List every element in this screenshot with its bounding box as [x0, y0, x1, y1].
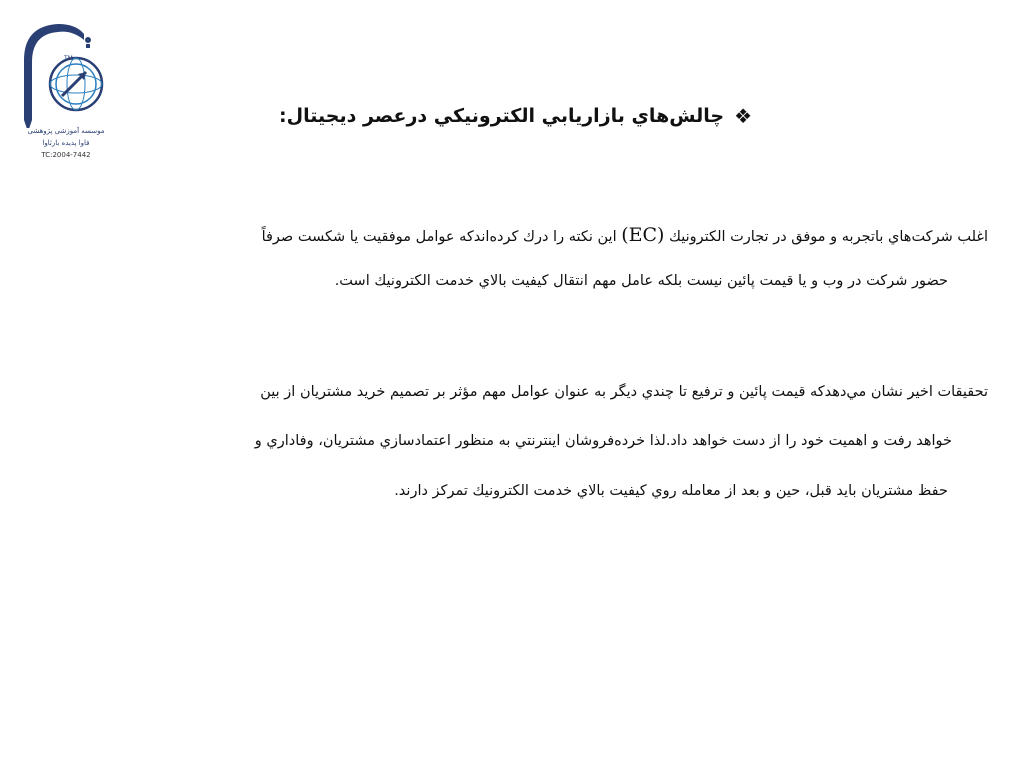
paragraph-1-line-1-part-1: اغلب شركت‌هاي باتجربه و موفق در تجارت الكترونيك [669, 229, 988, 245]
paragraph-2-line-1: تحقيقات اخير نشان مي‌دهدكه قيمت پائين و ترفيع تا چندي ديگر به عنوان عوامل مهم مؤثر بر تصميم خريد مشتريان از بين [260, 384, 988, 400]
institute-logo-icon [14, 20, 118, 128]
paragraph-1-line-1 [262, 224, 988, 246]
logo-line-1: موسسه آموزشی پژوهشی [27, 127, 105, 135]
logo-line-3: TC:2004-7442 [41, 151, 91, 159]
institute-logo [14, 20, 118, 162]
paragraph-2-line-3: حفظ مشتريان بايد قبل، حين و بعد از معامله روي كيفيت بالاي خدمت الكترونيك تمركز دارند. [394, 483, 948, 499]
paragraph-1-line-1-part-2: اين نكته را درك كرده‌اندكه عوامل موفقيت يا شكست صرفاً [261, 229, 617, 245]
slide-title [279, 104, 752, 128]
logo-line-2: فاوا پدیده بارثاوا [42, 139, 90, 147]
logo-tm-text: TM [64, 55, 73, 62]
slide-title-text: چالش‌هاي بازاريابي الكترونيكي درعصر ديجيتال: [279, 105, 725, 127]
diamond-bullet-icon: ❖ [734, 104, 752, 128]
paragraph-2-line-2: خواهد رفت و اهميت خود را از دست خواهد داد.لذا خرده‌فروشان اينترنتي به منظور اعتمادسازي مشتريان، وفاداري و [254, 433, 952, 449]
paragraph-1-line-2: حضور شركت در وب و يا قيمت پائين نيست بلكه عامل مهم انتقال كيفيت بالاي خدمت الكترونيك است. [334, 273, 948, 289]
ec-abbreviation: (EC) [621, 224, 665, 246]
